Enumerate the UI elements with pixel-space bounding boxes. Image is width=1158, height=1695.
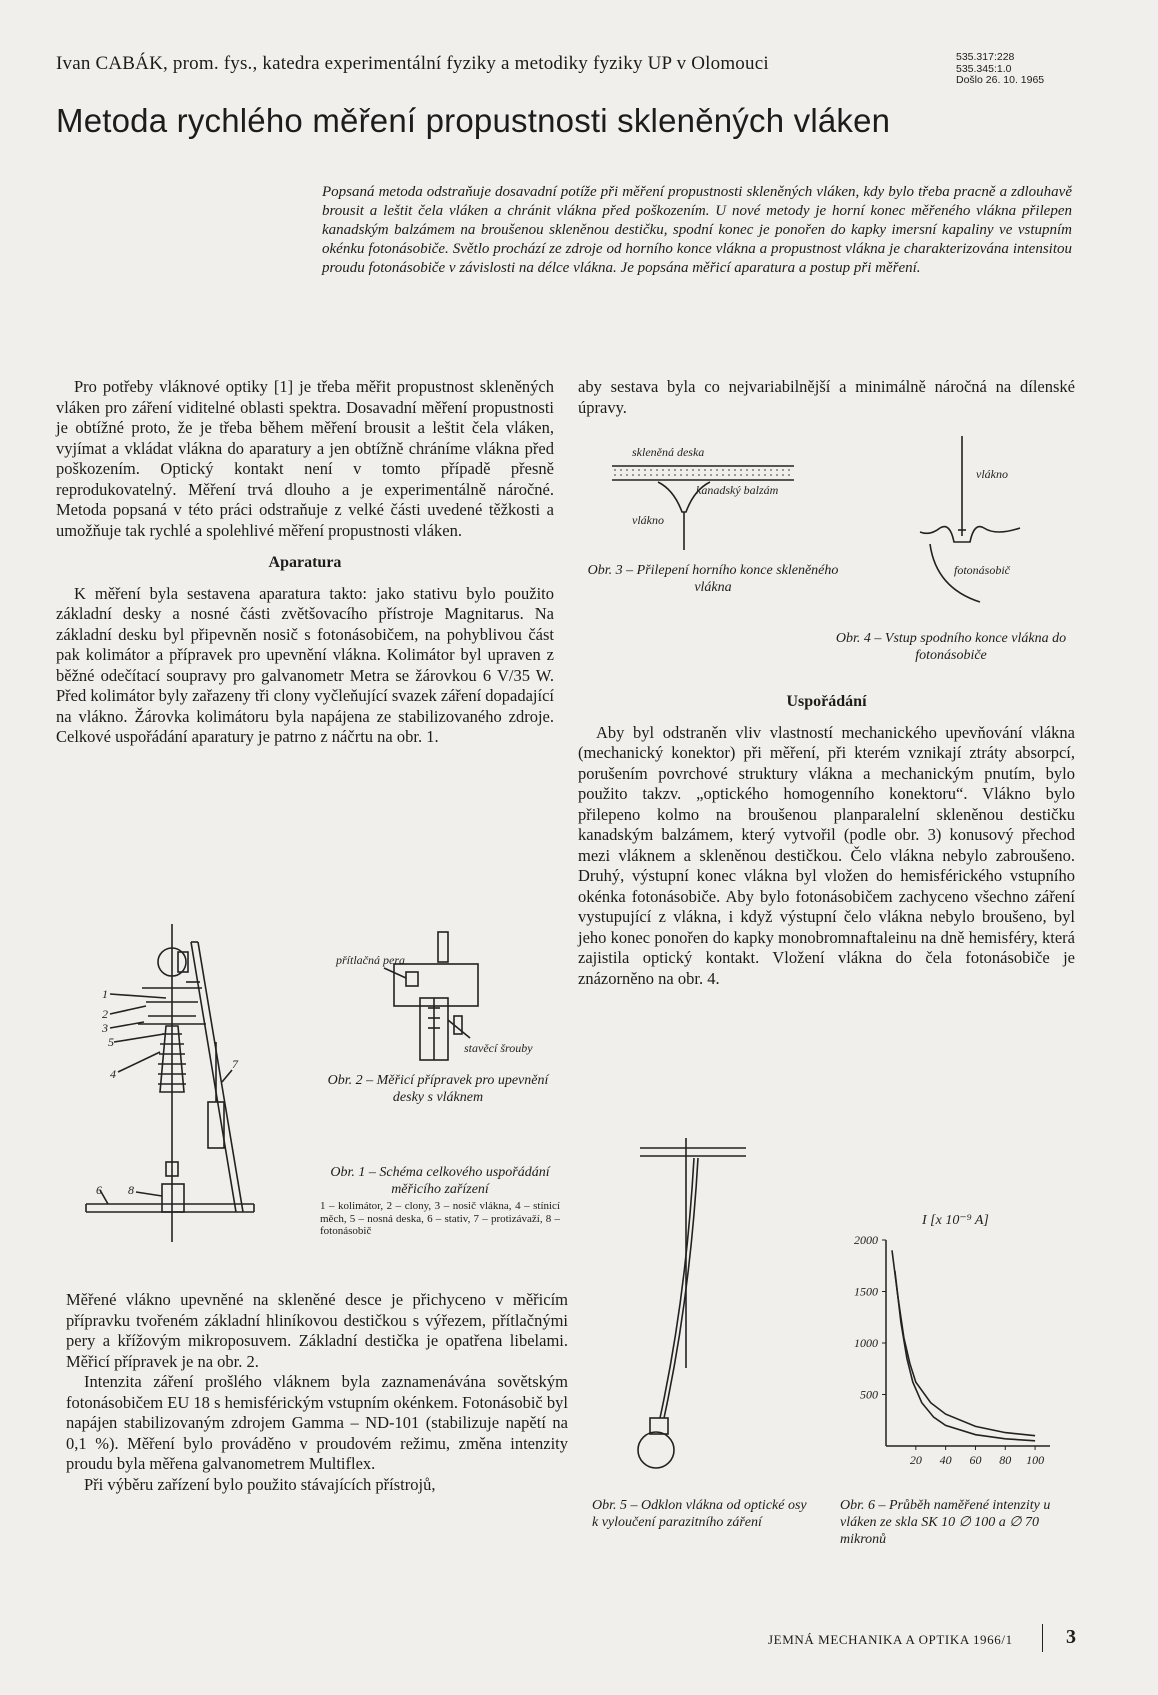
figure-2-caption: Obr. 2 – Měřicí přípravek pro upevnění desky s vláknem	[327, 1073, 549, 1105]
fig3-label-fiber: vlákno	[632, 513, 664, 527]
figure-2-drawing	[328, 928, 558, 1068]
figure-3-caption: Obr. 3 – Přilepení horního konce skleněného vlákna	[587, 563, 839, 595]
chart-y-tick-label: 2000	[854, 1233, 878, 1247]
left-column-bottom	[66, 1290, 568, 1495]
received-date: Došlo 26. 10. 1965	[956, 74, 1045, 86]
arrangement-paragraph: Aby byl odstraněn vliv vlastností mechanického upevňování vlákna (mechanický konektor) při měření, při kterém vznikají ztráty absorpcí, porušením povrchové struktury vlákna a mechanickým pnutím, bylo použito takzv. „optického homogenního konektoru“. Vlákno bylo přilepeno kolmo na broušenou planparalelní skleněnou destičku kanadským balzámem, který vytvořil (podle obr. 3) konusový přechod mezi vláknem a skleněnou destičkou. Čelo vlákna nebylo zabroušeno. Druhý, výstupní konec vlákna byl vložen do hemisférického vstupního okénka fotonásobiče. Aby bylo fotonásobičem zachyceno všechno záření vystupující z vlákna, i když výstupní čelo vlákna nebylo broušeno, byl jeho konec ponořen do kapky monobromnaftaleinu na dně hemisféry, která zajistila optický kontakt. Vložení vlákna do čela fotonásobiče je znázorněno na obr. 4.	[578, 722, 1075, 988]
article-title: Metoda rychlého měření propustnosti skleněných vláken	[56, 102, 891, 139]
figure-4-caption: Obr. 4 – Vstup spodního konce vlákna do fotonásobiče	[835, 631, 1067, 663]
chart-x-tick-label: 80	[999, 1453, 1012, 1467]
chart-ylabel: I [x 10⁻⁹ A]	[922, 1213, 989, 1228]
figure-5-drawing	[620, 1118, 780, 1478]
chart-x-tick-label: 40	[939, 1453, 952, 1467]
right-column-top	[578, 377, 1075, 418]
apparatus-paragraph: K měření byla sestavena aparatura takto: jako stativu bylo použito základní desky a nosné části zvětšovacího přístroje Magnitarus. Na základní desku byl připevněn nosič s fotonásobičem, na pohyblivou část pak kolimátor a přípravek pro upevnění vlákna. Kolimátor byl upraven z běžné odečítací soupravy pro galvanometr Metra se žárovkou 6 V/35 W. Před kolimátor byly zařazeny tři clony vyčleňující svazek záření dopadající na vlákno. Žárovka kolimátoru byla napájena ze stabilizovaného zdroje. Celkové uspořádání aparatury je patrno z náčrtu na obr. 1.	[56, 583, 555, 746]
udc-code-2: 535.345:1.0	[956, 62, 1012, 75]
fig1-label-1: 1	[102, 987, 108, 1001]
chart-y-tick-label: 500	[860, 1387, 878, 1402]
figure-1-drawing	[66, 922, 326, 1252]
fig2-label-springs: přítlačná pera	[336, 953, 405, 967]
chart-series-line-2	[895, 1271, 1035, 1441]
fig1-label-2: 2	[102, 1007, 108, 1021]
figure-4-drawing	[900, 432, 1070, 622]
fig1-label-8: 8	[128, 1183, 134, 1197]
fig2-label-screws: stavěcí šrouby	[464, 1041, 533, 1055]
fig1-label-3: 3	[102, 1021, 108, 1035]
intensity-paragraph: Intenzita záření prošlého vláknem byla zaznamenávána sovětským fotonásobičem EU 18 s hemisférickým vstupním okénkem. Fotonásobič byl napájen stabilizovaným zdrojem Gamma – ND-101 (stabilizuje napětí na 0,1 %). Měření bylo prováděno v proudovém režimu, změna intenzity proudu byla měřena galvanometrem Multiflex.	[66, 1372, 568, 1473]
author-line: Ivan CABÁK, prom. fys., katedra experimentální fyziky a metodiky fyziky UP v Olomouci	[56, 53, 769, 74]
chart-x-tick-label: 100	[1026, 1453, 1045, 1467]
continuation-paragraph: aby sestava byla co nejvariabilnější a minimálně náročná na dílenské úpravy.	[578, 377, 1075, 417]
chart-y-tick-label: 1500	[854, 1284, 878, 1299]
heading-arrangement: Uspořádání	[786, 693, 867, 710]
footer-journal: JEMNÁ MECHANIKA A OPTIKA 1966/1	[768, 1632, 1013, 1647]
udc-codes	[956, 52, 1044, 87]
left-column-top	[56, 377, 554, 748]
figure-5-caption: Obr. 5 – Odklon vlákna od optické osy k vyloučení parazitního záření	[592, 1498, 807, 1530]
figure-3-drawing	[604, 440, 804, 550]
chart-x-tick-label: 20	[909, 1453, 922, 1467]
fig3-label-plate: skleněná deska	[632, 445, 705, 459]
right-column-middle	[578, 680, 1075, 989]
fig1-label-5: 5	[108, 1035, 114, 1049]
figure-6-chart	[830, 1210, 1060, 1486]
heading-apparatus: Aparatura	[268, 554, 342, 571]
fig3-label-balsam: kanadský balzám	[696, 483, 779, 497]
fig4-label-fiber: vlákno	[976, 467, 1008, 481]
chart-y-tick-label: 1000	[854, 1336, 878, 1350]
footer-divider	[1042, 1624, 1043, 1652]
fig1-label-7: 7	[232, 1057, 238, 1071]
figure-6-caption: Obr. 6 – Průběh naměřené intenzity u vláken ze skla SK 10 ∅ 100 a ∅ 70 mikronů	[840, 1498, 1051, 1547]
intro-paragraph: Pro potřeby vláknové optiky [1] je třeba měřit propustnost skleněných vláken pro záření viditelné oblasti spektra. Dosavadní měření propustnosti je obtížné proto, že je třeba během měření brousit a leštit čela vláken, vyjímat a vkládat vlákna do aparatury a jen obtížně chráníme vlákna před poškozením. Optický kontakt není v tomto případě přesně reprodukovatelný. Měření trvá dlouho a je experimentálně náročné. Metoda popsaná v této práci odstraňuje z velké části uvedené těžkosti a umožňuje tak rychlé a spolehlivé měření propustnosti vláken.	[56, 377, 554, 540]
udc-code-1: 535.317:228	[956, 51, 1015, 63]
selection-paragraph: Při výběru zařízení bylo použito stávajících přístrojů,	[84, 1474, 436, 1494]
fig4-label-pmt: fotonásobič	[954, 563, 1010, 577]
page-number: 3	[1066, 1626, 1076, 1648]
fig1-label-6: 6	[96, 1183, 102, 1197]
fiber-paragraph: Měřené vlákno upevněné na skleněné desce je přichyceno v měřicím přípravku tvořeném základní hliníkovou destičkou s výřezem, přítlačnými pery a křížovým mikroposuvem. Základní destička je opatřena libelami. Měřicí přípravek je na obr. 2.	[66, 1290, 568, 1371]
figure-1-legend: 1 – kolimátor, 2 – clony, 3 – nosič vlákna, 4 – stínicí měch, 5 – nosná deska, 6 – stativ, 7 – protizávaží, 8 – fotonásobič	[320, 1200, 560, 1237]
fig1-label-4: 4	[110, 1067, 116, 1081]
abstract: Popsaná metoda odstraňuje dosavadní potíže při měření propustnosti skleněných vláken, kdy bylo třeba pracně a zdlouhavě brousit a leštit čela vláken a chránit vlákna před poškozením. U nové metody je horní konec měřeného vlákna přilepen kanadským balzámem na broušenou skleněnou destičku, spodní konec je ponořen do kapky imersní kapaliny ve vstupním okénku fotonásobiče. Světlo prochází ze zdroje od horního konce vlákna a propustnost vlákna je charakterizována intensitou proudu fotonásobiče v závislosti na délce vlákna. Je popsána měřicí aparatura a postup při měření.	[322, 184, 1072, 276]
chart-series-line-1	[892, 1250, 1035, 1435]
figure-1-caption: Obr. 1 – Schéma celkového uspořádání měřicího zařízení	[330, 1165, 550, 1197]
chart-x-tick-label: 60	[969, 1453, 982, 1467]
